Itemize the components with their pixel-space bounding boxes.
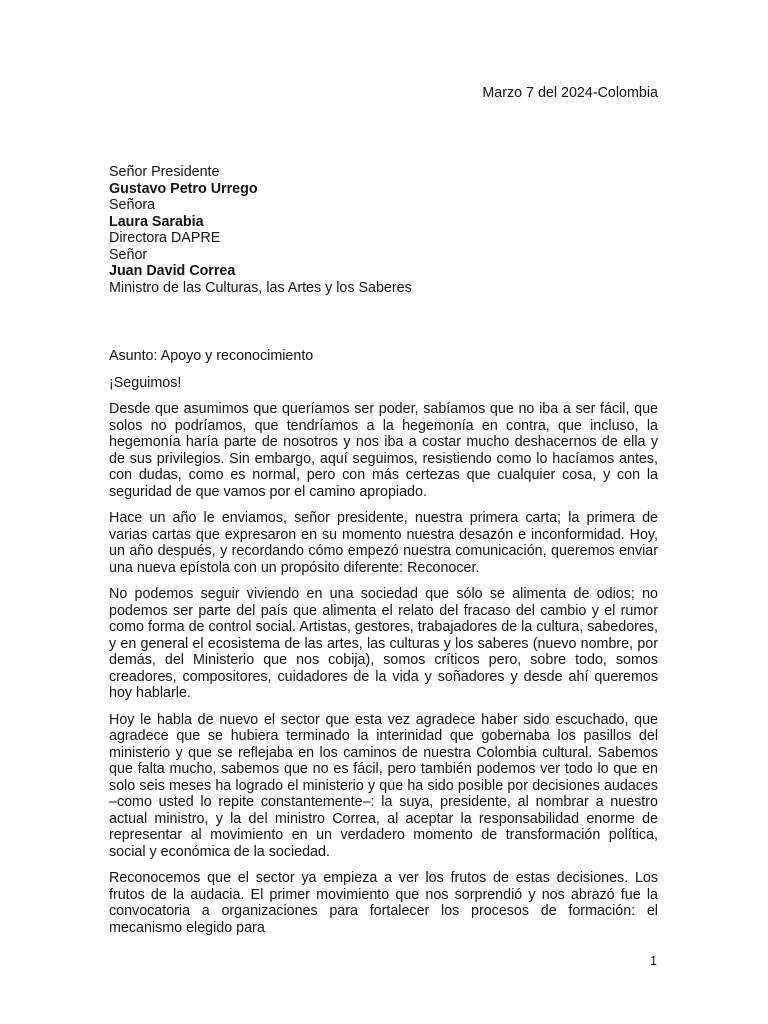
recipient-name: Laura Sarabia (109, 213, 204, 230)
date-line: Marzo 7 del 2024-Colombia (482, 85, 658, 101)
recipient-line: Señor (109, 246, 148, 263)
body-paragraph: Desde que asumimos que queríamos ser poder, sabíamos que no iba a ser fácil, que solos no podríamos, que tendríamos a la hegemonía en contra, que incluso, la hegemonía haría parte de nosotros y nos iba a costar mucho deshacernos de ella y de sus privilegios. Sin embargo, aquí seguimos, resistiendo como lo hacíamos antes, con dudas, como es normal, pero con más certezas que cualquier cosa, y con la seguridad de que vamos por el camino apropiado. (109, 401, 658, 500)
recipients-block (109, 164, 659, 296)
page-number: 1 (650, 954, 657, 968)
recipient-line: Señora (109, 197, 156, 213)
subject-line: Asunto: Apoyo y reconocimiento (109, 348, 314, 364)
letter-body (109, 348, 658, 946)
body-paragraph: Reconocemos que el sector ya empieza a ver los frutos de estas decisiones. Los frutos de la audacia. El primer movimiento que nos sorprendió y nos abrazó fue la convocatoria a organizaciones para fortalecer los procesos de formación: el mecanismo elegido para (109, 870, 658, 936)
recipient-name: Gustavo Petro Urrego (109, 180, 258, 197)
recipient-line: Directora DAPRE (109, 230, 221, 246)
body-paragraph: Hace un año le enviamos, señor presidente, nuestra primera carta; la primera de varias cartas que expresaron en su momento nuestra desazón e inconformidad. Hoy, un año después, y recordando cómo empezó nuestra comunicación, queremos enviar una nueva epístola con un propósito diferente: Reconocer. (109, 510, 658, 576)
recipient-line: Señor Presidente (109, 164, 220, 180)
body-paragraph: Hoy le habla de nuevo el sector que esta vez agradece haber sido escuchado, que agradece que se hubiera terminado la interinidad que gobernaba los pasillos del ministerio y que se reflejaba en los caminos de nuestra Colombia cultural. Sabemos que falta mucho, sabemos que no es fácil, pero también podemos ver todo lo que en solo seis meses ha logrado el ministerio y que ha sido posible por decisiones audaces –como usted lo repite constantemente–: la suya, presidente, al nombrar a nuestro actual ministro, y la del ministro Correa, al aceptar la responsabilidad enorme de representar al movimiento en un verdadero momento de transformación política, social y económica de la sociedad. (109, 711, 658, 860)
greeting: ¡Seguimos! (109, 374, 182, 391)
recipient-name: Juan David Correa (109, 263, 236, 279)
recipient-line: Ministro de las Culturas, las Artes y los Saberes (109, 279, 412, 296)
body-paragraph: No podemos seguir viviendo en una sociedad que sólo se alimenta de odios; no podemos ser parte del país que alimenta el relato del fracaso del cambio y el rumor como forma de control social. Artistas, gestores, trabajadores de la cultura, sabedores, y en general el ecosistema de las artes, las culturas y los saberes (nuevo nombre, por demás, del Ministerio que nos cobija), somos críticos pero, sobre todo, somos creadores, compositores, cuidadores de la vida y soñadores y desde ahí queremos hoy hablarle. (109, 586, 658, 701)
